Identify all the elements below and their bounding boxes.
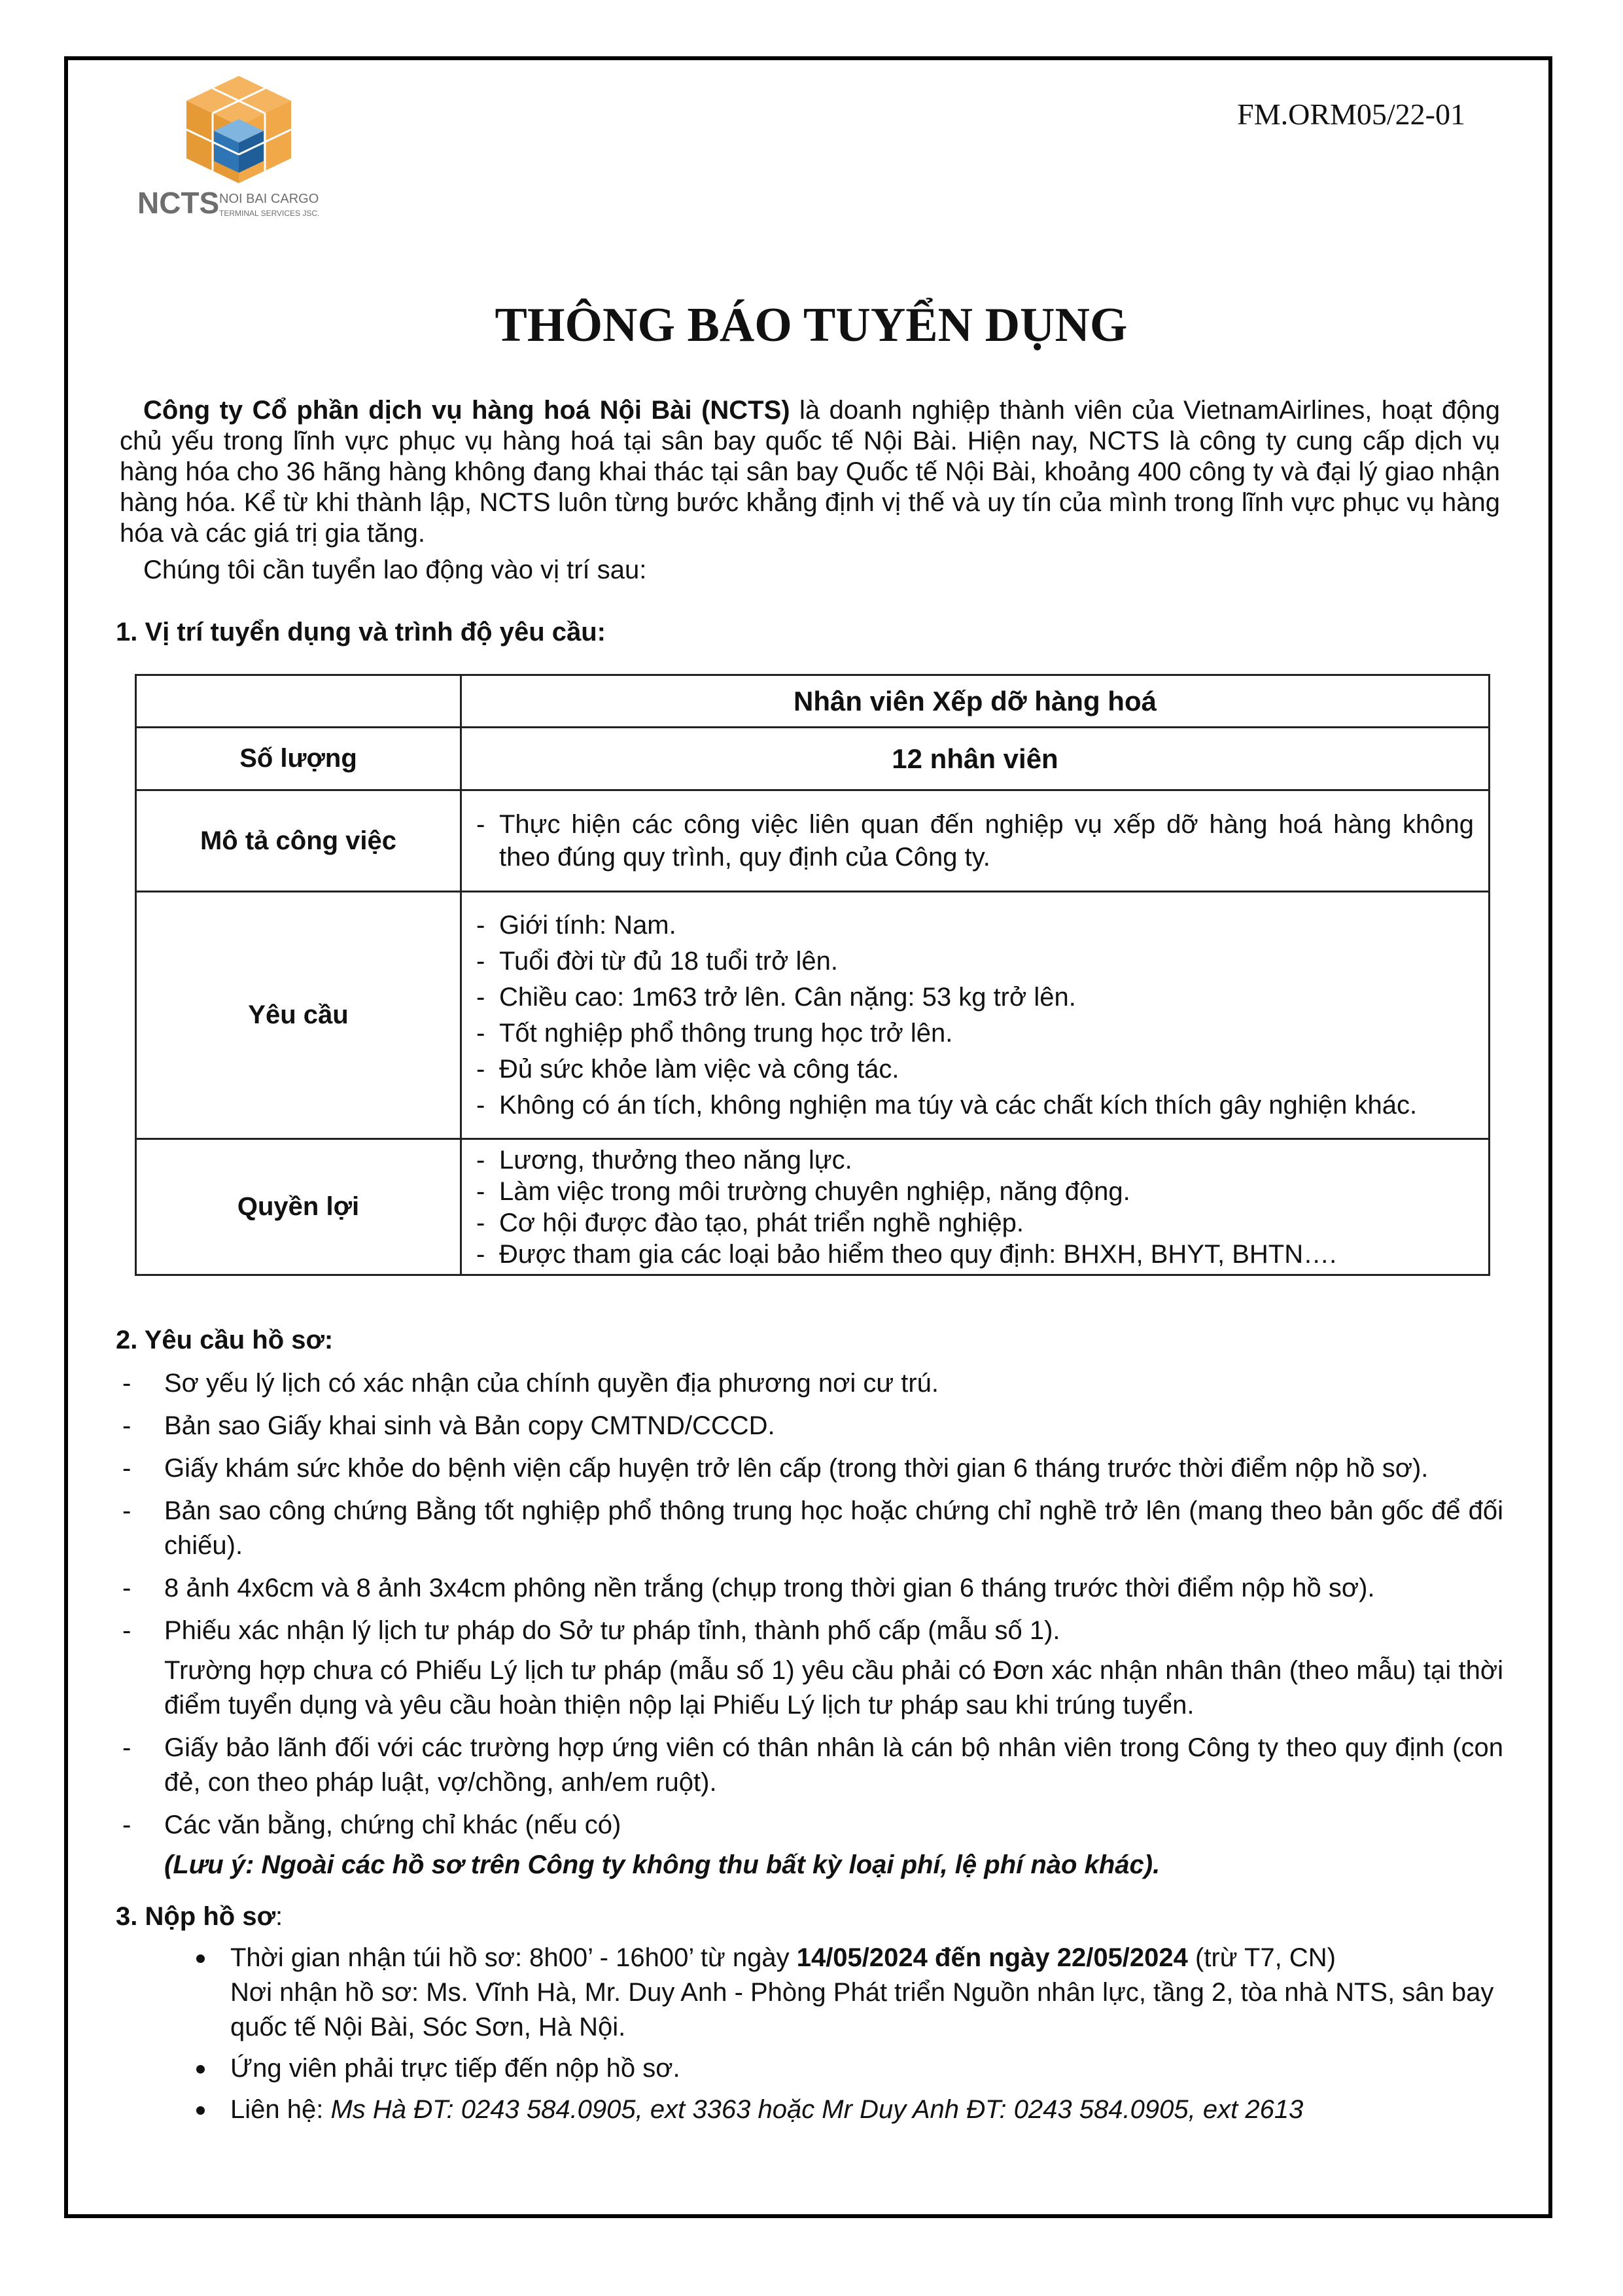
list-item: - Lương, thưởng theo năng lực.: [476, 1144, 1474, 1176]
logo-ncts-text: NCTS: [137, 186, 220, 220]
list-item: - Giấy bảo lãnh đối với các trường hợp ứng viên có thân nhân là cán bộ nhân viên trong Công ty theo quy định (con đẻ, con theo pháp luật, vợ/chồng, anh/em ruột).: [120, 1731, 1503, 1800]
list-item: - Giấy khám sức khỏe do bệnh viện cấp huyện trở lên cấp (trong thời gian 6 tháng trước thời điểm nộp hồ sơ).: [120, 1451, 1503, 1486]
section3-heading-text: 3. Nộp hồ sơ: [116, 1902, 276, 1931]
list-item: Ứng viên phải trực tiếp đến nộp hồ sơ.: [196, 2051, 1511, 2086]
contact-value: Ms Hà ĐT: 0243 584.0905, ext 3363 hoặc Mr Duy Anh ĐT: 0243 584.0905, ext 2613: [330, 2095, 1304, 2124]
documents-list: [120, 1366, 1503, 1890]
list-item: - Giới tính: Nam.: [476, 908, 1474, 944]
requirements-label: Yêu cầu: [136, 892, 461, 1139]
page-title: THÔNG BÁO TUYỂN DỤNG: [495, 298, 1128, 352]
form-code: FM.ORM05/22-01: [1237, 97, 1465, 131]
section1-heading: 1. Vị trí tuyển dụng và trình độ yêu cầu:: [116, 618, 606, 646]
list-item: [196, 1941, 1511, 2045]
list-item: - Phiếu xác nhận lý lịch tư pháp do Sở tư pháp tỉnh, thành phố cấp (mẫu số 1).: [120, 1614, 1503, 1648]
section2-heading: 2. Yêu cầu hồ sơ:: [116, 1326, 334, 1354]
quantity-label: Số lượng: [136, 728, 461, 790]
logo-sub-text-2: TERMINAL SERVICES JSC.: [219, 209, 320, 218]
description-cell: [461, 790, 1490, 892]
table-row: [136, 675, 1490, 728]
empty-header-cell: [136, 675, 461, 728]
intro-body: là doanh nghiệp thành viên của VietnamAirlines, hoạt động chủ yếu trong lĩnh vực phục vụ hàng hoá tại sân bay quốc tế Nội Bài. Hiện nay, NCTS là công ty cung cấp dịch vụ hàng hóa cho 36 hãng hàng không đang khai thác tại sân bay Quốc tế Nội Bài, khoảng 400 công ty và đại lý giao nhận hàng hóa. Kể từ khi thành lập, NCTS luôn từng bước khẳng định vị thế và uy tín của mình trong lĩnh vực phục vụ hàng hóa và các giá trị gia tăng.: [120, 396, 1500, 548]
position-title: Nhân viên Xếp dỡ hàng hoá: [461, 675, 1490, 728]
time-prefix: Thời gian nhận túi hồ sơ: 8h00’ - 16h00’ từ ngày: [230, 1943, 797, 1972]
cube-logo-icon: [186, 76, 291, 183]
requirements-cell: [461, 892, 1490, 1139]
list-item: - Chiều cao: 1m63 trở lên. Cân nặng: 53 kg trở lên.: [476, 980, 1474, 1016]
benefits-label: Quyền lợi: [136, 1139, 461, 1275]
intro-paragraph: [120, 395, 1500, 549]
list-item: - Làm việc trong môi trường chuyên nghiệp, năng động.: [476, 1176, 1474, 1207]
list-item: - Được tham gia các loại bảo hiểm theo quy định: BHXH, BHYT, BHTN….: [476, 1239, 1474, 1270]
list-item: - Các văn bằng, chứng chỉ khác (nếu có): [120, 1808, 1503, 1843]
section3-heading-colon: :: [275, 1902, 283, 1931]
list-item: - Thực hiện các công việc liên quan đến nghiệp vụ xếp dỡ hàng hoá hàng không theo đúng quy trình, quy định của Công ty.: [476, 808, 1474, 874]
table-row: [136, 1139, 1490, 1275]
fee-note: (Lưu ý: Ngoài các hồ sơ trên Công ty không thu bất kỳ loại phí, lệ phí nào khác).: [164, 1850, 1161, 1879]
list-item: - Cơ hội được đào tạo, phát triển nghề nghiệp.: [476, 1207, 1474, 1239]
list-item: - Không có án tích, không nghiện ma túy và các chất kích thích gây nghiện khác.: [476, 1087, 1474, 1123]
table-row: [136, 790, 1490, 892]
logo-sub-text-1: NOI BAI CARGO: [219, 192, 319, 206]
list-item: - Sơ yếu lý lịch có xác nhận của chính quyền địa phương nơi cư trú.: [120, 1366, 1503, 1401]
time-suffix: (trừ T7, CN): [1187, 1943, 1336, 1972]
table-row: [136, 892, 1490, 1139]
list-item: - Tốt nghiệp phổ thông trung học trở lên.: [476, 1016, 1474, 1051]
list-item: - Bản sao Giấy khai sinh và Bản copy CMTND/CCCD.: [120, 1409, 1503, 1443]
list-item: Trường hợp chưa có Phiếu Lý lịch tư pháp (mẫu số 1) yêu cầu phải có Đơn xác nhận nhân thân (theo mẫu) tại thời điểm tuyển dụng và yêu cầu hoàn thiện nộp lại Phiếu Lý lịch tư pháp sau khi trúng tuyển.: [164, 1656, 1503, 1720]
jobs-table: [135, 674, 1490, 1276]
list-item: - Bản sao công chứng Bằng tốt nghiệp phổ thông trung học hoặc chứng chỉ nghề trở lên (mang theo bản gốc để đối chiếu).: [120, 1494, 1503, 1563]
submission-list: [196, 1941, 1511, 2134]
list-item: [196, 2093, 1511, 2127]
contact-label: Liên hệ:: [230, 2095, 331, 2124]
quantity-value: 12 nhân viên: [461, 728, 1490, 790]
time-dates: 14/05/2024 đến ngày 22/05/2024: [796, 1943, 1188, 1972]
list-item: - Đủ sức khỏe làm việc và công tác.: [476, 1051, 1474, 1087]
description-label: Mô tả công việc: [136, 790, 461, 892]
list-item: - Tuổi đời từ đủ 18 tuổi trở lên.: [476, 944, 1474, 980]
ncts-logo: [137, 68, 347, 225]
section3-heading: [116, 1902, 283, 1932]
company-name: Công ty Cổ phần dịch vụ hàng hoá Nội Bài (NCTS): [143, 396, 790, 425]
table-row: [136, 728, 1490, 790]
benefits-cell: [461, 1139, 1490, 1275]
list-item: - 8 ảnh 4x6cm và 8 ảnh 3x4cm phông nền trắng (chụp trong thời gian 6 tháng trước thời điểm nộp hồ sơ).: [120, 1571, 1503, 1606]
submission-place: Nơi nhận hồ sơ: Ms. Vĩnh Hà, Mr. Duy Anh - Phòng Phát triển Nguồn nhân lực, tầng 2, tòa nhà NTS, sân bay quốc tế Nội Bài, Sóc Sơn, Hà Nội.: [230, 1978, 1494, 2041]
hiring-line: Chúng tôi cần tuyển lao động vào vị trí sau:: [143, 556, 647, 584]
